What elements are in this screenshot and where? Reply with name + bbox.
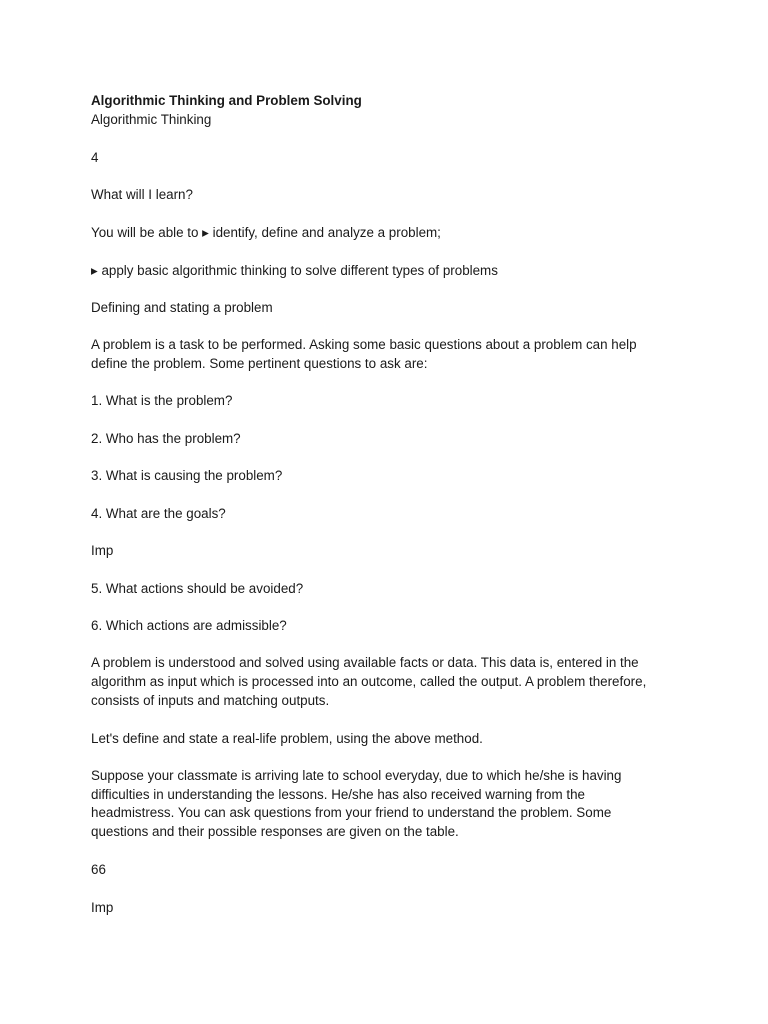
learning-objective-1: You will be able to ▸ identify, define and analyze a problem; (91, 225, 441, 240)
paragraph-2-line-2: algorithm as input which is processed into an outcome, called the output. A problem therefore, (91, 674, 647, 689)
paragraph-1-line-1: A problem is a task to be performed. Asking some basic questions about a problem can help (91, 337, 637, 352)
imp-marker-2: Imp (91, 900, 114, 915)
imp-marker-1: Imp (91, 543, 114, 558)
paragraph-4-line-4: questions and their possible responses are given on the table. (91, 824, 459, 839)
paragraph-1-line-2: define the problem. Some pertinent questions to ask are: (91, 356, 428, 371)
question-2: 2. Who has the problem? (91, 431, 241, 446)
document-subtitle: Algorithmic Thinking (91, 112, 212, 127)
paragraph-2-line-3: consists of inputs and matching outputs. (91, 693, 330, 708)
question-5: 5. What actions should be avoided? (91, 581, 304, 596)
page-number-bottom: 66 (91, 862, 106, 877)
question-4: 4. What are the goals? (91, 506, 226, 521)
paragraph-2-line-1: A problem is understood and solved using available facts or data. This data is, entered in the (91, 655, 639, 670)
question-1: 1. What is the problem? (91, 393, 233, 408)
document-title: Algorithmic Thinking and Problem Solving (91, 93, 362, 108)
paragraph-4-line-3: headmistress. You can ask questions from your friend to understand the problem. Some (91, 805, 612, 820)
page-number-top: 4 (91, 150, 99, 165)
paragraph-3: Let's define and state a real-life problem, using the above method. (91, 731, 483, 746)
paragraph-4-line-2: difficulties in understanding the lessons. He/she has also received warning from the (91, 787, 585, 802)
learning-objective-2: ▸ apply basic algorithmic thinking to solve different types of problems (91, 263, 498, 278)
paragraph-4-line-1: Suppose your classmate is arriving late to school everyday, due to which he/she is having (91, 768, 622, 783)
question-3: 3. What is causing the problem? (91, 468, 283, 483)
question-6: 6. Which actions are admissible? (91, 618, 287, 633)
section-heading-learn: What will I learn? (91, 187, 193, 202)
section-heading-defining: Defining and stating a problem (91, 300, 273, 315)
